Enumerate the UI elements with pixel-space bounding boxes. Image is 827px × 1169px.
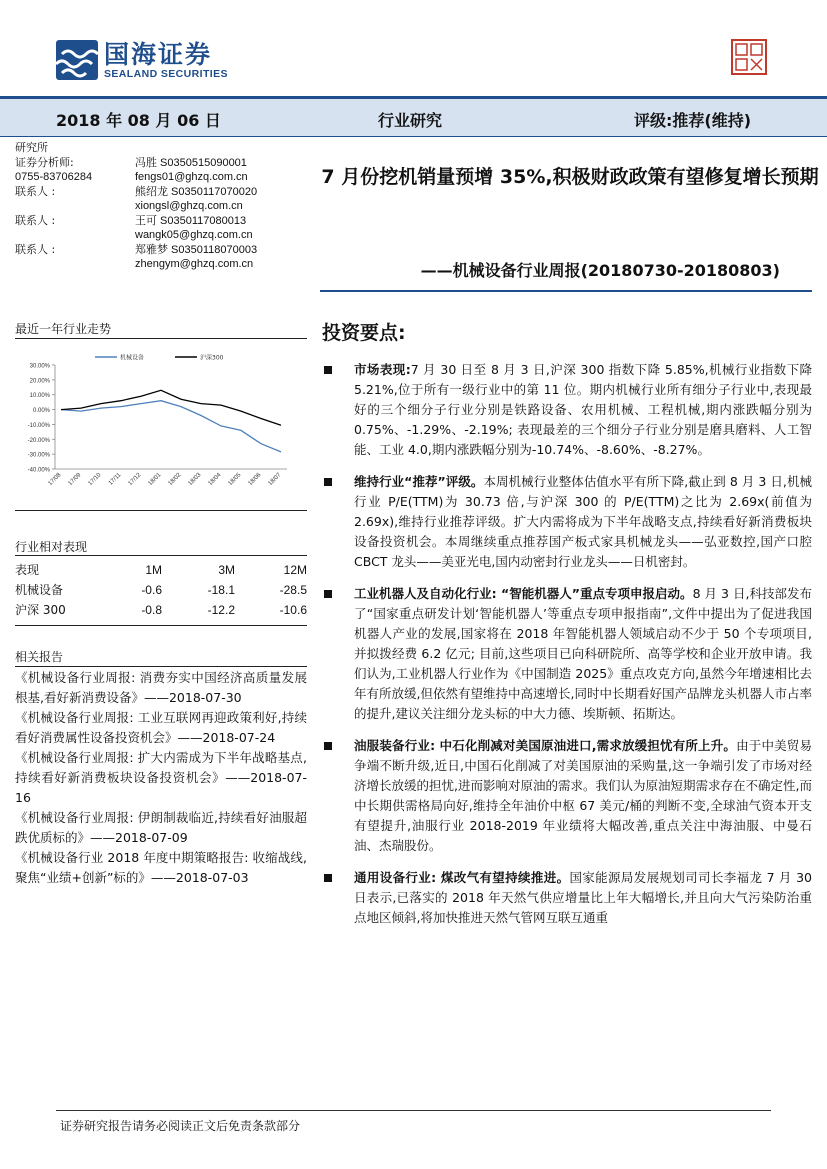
related-reports-list bbox=[15, 668, 307, 888]
point-body: 本周机械行业整体估值水平有所下降,截止到 8 月 3 日,机械行业 P/E(TTM)为 30.73 倍,与沪深 300 的 P/E(TTM)之比为 2.69x(前值为 2.69x),维持行业推荐评级。扩大内需将成为下半年战略支点,持续看好新消费板块设备投资机会。本周继续重点推荐国产板式家具机械龙头——弘亚数控,国产口腔 CBCT 龙头——美亚光电,国内动密封行业龙头——日机密封。 bbox=[354, 474, 813, 569]
x-tick-label: 18/02 bbox=[167, 472, 183, 488]
investment-highlights-title: 投资要点: bbox=[322, 322, 406, 344]
related-report-link[interactable]: 《机械设备行业 2018 年度中期策略报告: 收缩战线,聚焦“业绩+创新”标的》——2018-07-03 bbox=[15, 850, 307, 885]
x-tick-label: 18/05 bbox=[227, 472, 243, 488]
footer-divider bbox=[56, 1110, 771, 1111]
bullet-square-icon bbox=[324, 874, 332, 882]
investment-point bbox=[320, 472, 812, 572]
report-title: 7 月份挖机销量预增 35%,积极财政政策有望修复增长预期 bbox=[321, 166, 819, 188]
investment-point bbox=[320, 736, 812, 856]
analyst-row: xiongsl@ghzq.com.cn bbox=[135, 200, 243, 212]
csi300-series-line bbox=[61, 390, 281, 425]
point-heading: 油服装备行业: 中石化削减对美国原油进口,需求放缓担忧有所上升。 bbox=[354, 738, 737, 753]
table-row: 沪深 300 -0.8 -12.2 -10.6 bbox=[15, 603, 307, 617]
x-tick-label: 18/01 bbox=[147, 472, 163, 488]
y-tick-label: 20.00% bbox=[29, 378, 50, 385]
x-tick-label: 17/08 bbox=[47, 472, 63, 488]
table-header-row: 表现 1M 3M 12M bbox=[15, 563, 307, 577]
investment-point bbox=[320, 868, 812, 928]
point-body: 由于中美贸易争端不断升级,近日,中国石化削减了对美国原油的采购量,这一争端引发了市场对经济增长放缓的担忧,进而影响对原油的需求。我们认为原油短期需求存在不确定性,而中长期供需格局向好,维持全年油价中枢 67 美元/桶的判断不变,全球油气资本开支有望提升,油服行业 2018-2019 年业绩将大幅改善,重点关注中海油服、中曼石油、杰瑞股份。 bbox=[354, 738, 812, 853]
x-tick-label: 18/06 bbox=[247, 472, 263, 488]
point-heading: 市场表现: bbox=[354, 362, 411, 377]
title-divider bbox=[320, 290, 812, 292]
machinery-series-line bbox=[61, 401, 281, 452]
x-tick-label: 17/10 bbox=[87, 472, 103, 488]
legend-label: 机械设备 bbox=[120, 354, 145, 362]
investment-points bbox=[320, 360, 812, 928]
section-divider bbox=[15, 666, 307, 667]
y-tick-label: 0.00% bbox=[32, 408, 50, 415]
y-tick-label: -20.00% bbox=[27, 437, 50, 444]
report-date: 2018 年 08 月 06 日 bbox=[56, 111, 221, 130]
company-logo bbox=[56, 40, 228, 80]
analyst-row: 联系人 : 王可 S0350117080013 bbox=[15, 213, 247, 227]
research-institute-seal bbox=[731, 39, 767, 75]
investment-point bbox=[320, 584, 812, 724]
point-heading: 通用设备行业: 煤改气有望持续推进。 bbox=[354, 870, 570, 885]
analyst-row: wangk05@ghzq.com.cn bbox=[135, 229, 253, 241]
brand-name-en: SEALAND SECURITIES bbox=[104, 67, 228, 80]
x-tick-label: 18/04 bbox=[207, 472, 223, 488]
bullet-square-icon bbox=[324, 366, 332, 374]
related-report-link[interactable]: 《机械设备行业周报: 工业互联网再迎政策利好,持续看好消费属性设备投资机会》——2018-07-24 bbox=[15, 710, 307, 745]
brand-name-cn: 国海证券 bbox=[104, 39, 213, 69]
analyst-info bbox=[15, 141, 305, 272]
analyst-row: 0755-83706284 fengs01@ghzq.com.cn bbox=[15, 171, 248, 183]
y-tick-label: -40.00% bbox=[27, 467, 50, 474]
point-body: 7 月 30 日至 8 月 3 日,沪深 300 指数下降 5.85%,机械行业指数下降 5.21%,位于所有一级行业中的第 11 位。期内机械行业所有细分子行业中,表现最好的三个细分子行业分别是铁路设备、农用机械、工程机械,期内涨跌幅分别为 0.75%、-1.29%、-2.19%; 表现最差的三个细分子行业分别是磨具磨料、人工智能、工业 4.0,期内涨跌幅分别为-10.74%、-8.60%、-8.27%。 bbox=[354, 362, 812, 457]
point-body: 8 月 3 日,科技部发布了“国家重点研发计划‘智能机器人’等重点专项申报指南”,文件中提出为了促进我国机器人产业的发展,国家将在 2018 年智能机器人领域启动不少于 50 个专项项目,并拟拨经费 6.2 亿元; 目前,这些项目已向科研院所、高等学校和企业开放申请。我们认为,工业机器人行业作为《中国制造 2025》重点攻克方向,虽然今年增速相比去年有所放缓,但依然有望维持中高速增长,同时中长期看好国产品牌龙头机器人市占率的提升,建议关注细分龙头标的中大力德、埃斯顿、拓斯达。 bbox=[354, 586, 812, 721]
section-divider bbox=[15, 338, 307, 339]
x-tick-label: 17/09 bbox=[67, 472, 83, 488]
related-report-link[interactable]: 《机械设备行业周报: 消费夯实中国经济高质量发展根基,看好新消费设备》——2018-07-30 bbox=[15, 670, 307, 705]
point-heading: 维持行业“推荐”评级。 bbox=[354, 474, 484, 489]
industry-rating: 评级:推荐(维持) bbox=[634, 111, 752, 130]
report-header-bar bbox=[0, 96, 827, 137]
related-report-link[interactable]: 《机械设备行业周报: 伊朗制裁临近,持续看好油服超跌优质标的》——2018-07-09 bbox=[15, 810, 307, 845]
x-tick-label: 18/07 bbox=[267, 472, 283, 488]
point-heading: 工业机器人及自动化行业: “智能机器人”重点专项申报启动。 bbox=[354, 586, 693, 601]
x-tick-label: 17/12 bbox=[127, 472, 143, 488]
y-tick-label: -10.00% bbox=[27, 422, 50, 429]
investment-point bbox=[320, 360, 812, 460]
y-tick-label: 10.00% bbox=[29, 393, 50, 400]
analyst-row: zhengym@ghzq.com.cn bbox=[135, 258, 254, 270]
x-tick-label: 18/03 bbox=[187, 472, 203, 488]
bullet-square-icon bbox=[324, 478, 332, 486]
y-tick-label: 30.00% bbox=[29, 363, 50, 370]
dept-label: 研究所 bbox=[15, 141, 48, 154]
point-body: 国家能源局发展规划司司长李福龙 7 月 30 日表示,已落实的 2018 年天然气供应增量比上年大幅增长,并且向大气污染防治重点地区倾斜,将加快推进天然气管网互联互通重 bbox=[354, 870, 813, 925]
section-divider bbox=[15, 555, 307, 556]
trend-chart bbox=[15, 345, 305, 495]
report-type: 行业研究 bbox=[378, 111, 443, 130]
section-divider bbox=[15, 625, 307, 626]
legend-label: 沪深300 bbox=[200, 354, 224, 362]
trend-chart-svg bbox=[15, 345, 305, 495]
analyst-row: 联系人 : 郑雅梦 S0350118070003 bbox=[15, 242, 258, 256]
related-reports-title: 相关报告 bbox=[15, 650, 64, 664]
trend-section-title: 最近一年行业走势 bbox=[15, 322, 112, 336]
bullet-square-icon bbox=[324, 742, 332, 750]
report-subtitle: ——机械设备行业周报(20180730-20180803) bbox=[420, 261, 780, 280]
y-tick-label: -30.00% bbox=[27, 452, 50, 459]
related-report-link[interactable]: 《机械设备行业周报: 扩大内需成为下半年战略基点,持续看好新消费板块设备投资机会》——2018-07-16 bbox=[15, 750, 307, 805]
x-tick-label: 17/11 bbox=[107, 472, 123, 487]
table-row: 机械设备 -0.6 -18.1 -28.5 bbox=[15, 583, 307, 597]
relative-perf-table bbox=[15, 560, 307, 620]
section-divider bbox=[15, 510, 307, 511]
bullet-square-icon bbox=[324, 590, 332, 598]
sealand-logo-icon bbox=[56, 40, 98, 80]
relative-perf-title: 行业相对表现 bbox=[15, 540, 88, 554]
analyst-row: 联系人 : 熊绍龙 S0350117070020 bbox=[15, 184, 258, 198]
disclaimer-footer: 证券研究报告请务必阅读正文后免责条款部分 bbox=[60, 1119, 301, 1133]
analyst-row: 证券分析师: 冯胜 S0350515090001 bbox=[15, 155, 247, 169]
